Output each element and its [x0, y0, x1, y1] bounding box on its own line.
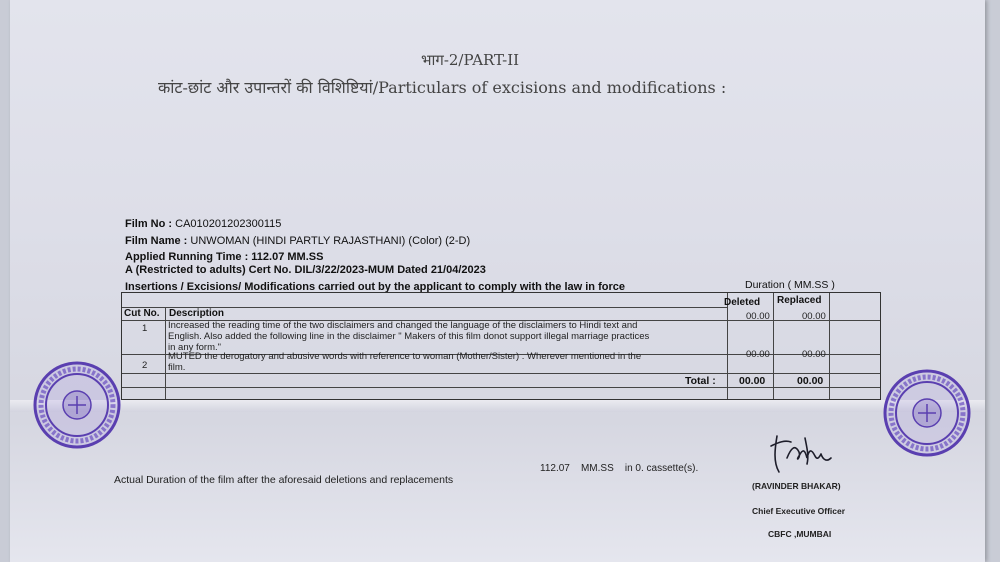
- signatory-title: Chief Executive Officer: [752, 506, 846, 516]
- row2-description: [168, 351, 728, 373]
- film-name-value: UNWOMAN (HINDI PARTLY RAJASTHANI) (Color) (2-D): [190, 235, 471, 247]
- running-time: Applied Running Time : 112.07 MM.SS: [125, 251, 324, 263]
- row2-desc-line: MUTED the derogatory and abusive words with reference to woman (Mother/Sister) . Wherever mentioned in the: [168, 351, 642, 362]
- total-label: Total :: [685, 375, 716, 387]
- row1-deleted: 00.00: [746, 311, 770, 322]
- header-deleted: Deleted: [724, 297, 761, 308]
- duration-heading: Duration ( MM.SS ): [745, 279, 835, 291]
- total-replaced: 00.00: [797, 375, 824, 387]
- cbfc-seal-left: [32, 360, 122, 450]
- signatory-office: CBFC ,MUMBAI: [768, 529, 832, 539]
- film-name-line: [125, 235, 470, 247]
- row1-replaced: 00.00: [802, 311, 826, 322]
- actual-duration-label: Actual Duration of the film after the aforesaid deletions and replacements: [114, 474, 454, 486]
- row-divider: [122, 373, 880, 374]
- actual-duration-value: 112.07: [540, 463, 570, 474]
- header-cut-no: Cut No.: [124, 308, 160, 319]
- row2-replaced: 00.00: [802, 349, 826, 360]
- row2-cut-no: 2: [142, 360, 148, 371]
- actual-duration-value-line: [540, 463, 698, 474]
- film-name-label: Film Name :: [125, 235, 188, 247]
- col-divider: [829, 293, 830, 399]
- film-no-label: Film No :: [125, 218, 173, 230]
- insertions-heading: Insertions / Excisions/ Modifications carried out by the applicant to comply with the law in force: [125, 281, 625, 293]
- col-divider: [773, 293, 774, 399]
- signature: [765, 428, 835, 478]
- row1-desc-line: English. Also added the following line in the disclaimer " Makers of this film donot support illegal marriage practices: [168, 331, 650, 342]
- certificate-number: A (Restricted to adults) Cert No. DIL/3/22/2023-MUM Dated 21/04/2023: [125, 264, 486, 276]
- row1-desc-line: Increased the reading time of the two disclaimers and changed the language of the disclaimers to Hindi text and: [168, 320, 638, 331]
- row2-desc-line: film.: [168, 362, 186, 373]
- header-description: Description: [169, 308, 225, 319]
- row1-desc-line: in any form.": [168, 342, 222, 353]
- film-no-value: CA010201202300115: [175, 218, 282, 230]
- row1-cut-no: 1: [142, 323, 148, 334]
- modifications-table: [121, 292, 881, 400]
- row1-description: [168, 320, 728, 353]
- row-divider: [122, 387, 880, 388]
- cassette-count: in 0. cassette(s).: [624, 463, 699, 474]
- part-heading: भाग-2/PART-II: [420, 51, 520, 69]
- signatory-name: (RAVINDER BHAKAR): [752, 481, 841, 491]
- cbfc-seal-right: [882, 368, 972, 458]
- particulars-heading: कांट-छांट और उपान्तरों की विशिष्टियां/Particulars of excisions and modifications :: [158, 78, 727, 97]
- total-deleted: 00.00: [739, 375, 766, 387]
- row2-deleted: 00.00: [746, 349, 770, 360]
- paper-fold: [10, 400, 985, 412]
- actual-duration-unit: MM.SS: [580, 463, 614, 474]
- film-no-line: [125, 218, 281, 230]
- header-replaced: Replaced: [777, 295, 822, 306]
